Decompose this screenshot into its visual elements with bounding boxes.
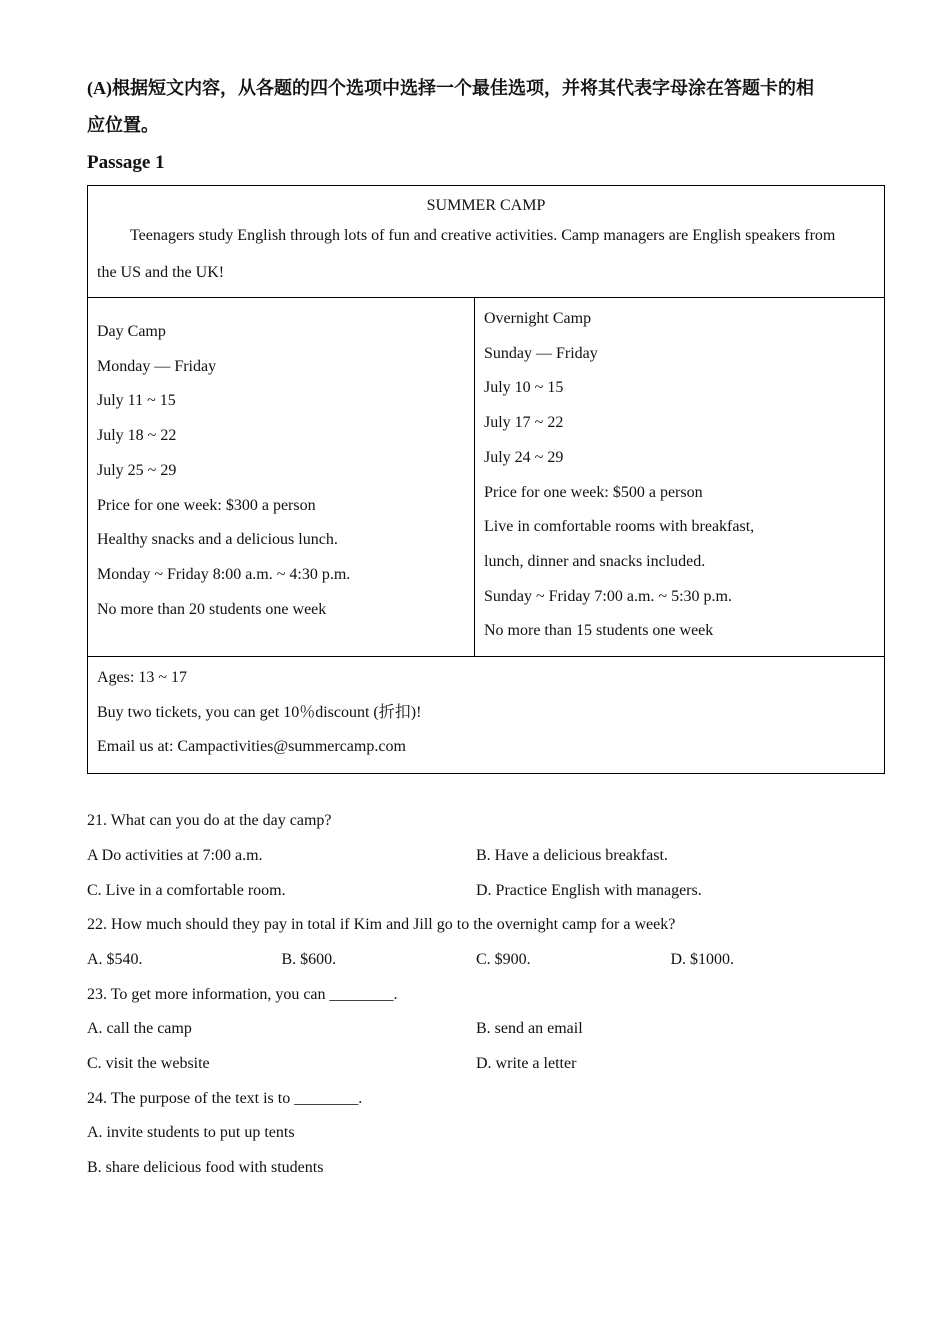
option-21-a: A Do activities at 7:00 a.m. (87, 846, 263, 864)
camp-ages: Ages: 13 ~ 17 (97, 669, 187, 687)
day-camp-price: Price for one week: $300 a person (97, 496, 316, 514)
camp-intro-line-2: the US and the UK! (97, 264, 225, 281)
day-camp-hours: Monday ~ Friday 8:00 a.m. ~ 4:30 p.m. (97, 565, 351, 583)
day-camp-date-2: July 18 ~ 22 (97, 427, 177, 445)
question-21-options-row-2 (87, 874, 884, 909)
option-23-d: D. write a letter (476, 1055, 577, 1073)
day-camp-days: Monday — Friday (97, 357, 217, 375)
overnight-camp-days: Sunday — Friday (484, 344, 598, 362)
overnight-camp-date-2: July 17 ~ 22 (484, 414, 564, 432)
passage-label: Passage 1 (87, 152, 165, 173)
overnight-camp-date-1: July 10 ~ 15 (484, 379, 564, 397)
instruction-line-1: (A)根据短文内容，从各题的四个选项中选择一个最佳选项，并将其代表字母涂在答题卡的相 (87, 78, 814, 98)
camp-footer-cell (88, 657, 885, 774)
option-21-b: B. Have a delicious breakfast. (476, 846, 668, 864)
overnight-camp-cell (475, 298, 885, 657)
option-22-d: D. $1000. (670, 950, 735, 968)
questions (87, 804, 884, 1186)
camp-email: Email us at: Campactivities@summercamp.com (97, 738, 406, 756)
question-23-options-row-1 (87, 1012, 884, 1047)
day-camp-capacity: No more than 20 students one week (97, 600, 327, 618)
camp-discount: Buy two tickets, you can get 10％discount (折扣)! (97, 703, 422, 721)
instruction-line-2: 应位置。 (87, 115, 159, 135)
day-camp-date-1: July 11 ~ 15 (97, 392, 176, 410)
overnight-camp-rooms-2: lunch, dinner and snacks included. (484, 552, 706, 570)
option-24-b: B. share delicious food with students (87, 1159, 324, 1177)
option-23-c: C. visit the website (87, 1055, 210, 1073)
option-24-a: A. invite students to put up tents (87, 1124, 295, 1142)
option-23-b: B. send an email (476, 1020, 583, 1038)
camp-title: SUMMER CAMP (426, 197, 546, 214)
overnight-camp-heading: Overnight Camp (484, 310, 592, 327)
question-23-options-row-2 (87, 1047, 884, 1082)
option-22-a: A. $540. (87, 950, 143, 968)
question-21-options-row-1 (87, 839, 884, 874)
day-camp-cell (88, 298, 475, 657)
camp-intro (97, 217, 875, 297)
camp-intro-line-1: Teenagers study English through lots of fun and creative activities. Camp managers are English speakers from (130, 227, 836, 244)
overnight-camp-capacity: No more than 15 students one week (484, 622, 714, 640)
day-camp-date-3: July 25 ~ 29 (97, 461, 177, 479)
option-22-c: C. $900. (476, 950, 531, 968)
day-camp-heading: Day Camp (97, 323, 166, 340)
instruction (87, 70, 884, 144)
overnight-camp-price: Price for one week: $500 a person (484, 483, 703, 501)
option-21-c: C. Live in a comfortable room. (87, 881, 286, 899)
overnight-camp-hours: Sunday ~ Friday 7:00 a.m. ~ 5:30 p.m. (484, 587, 732, 605)
option-21-d: D. Practice English with managers. (476, 881, 702, 899)
question-24: 24. The purpose of the text is to ________. (87, 1089, 363, 1107)
question-23: 23. To get more information, you can ________. (87, 985, 398, 1003)
question-22-options (87, 943, 884, 978)
camp-header-cell (88, 186, 885, 298)
option-22-b: B. $600. (281, 950, 337, 968)
day-camp-food: Healthy snacks and a delicious lunch. (97, 531, 338, 549)
question-21: 21. What can you do at the day camp? (87, 812, 332, 830)
option-23-a: A. call the camp (87, 1020, 192, 1038)
question-22: 22. How much should they pay in total if Kim and Jill go to the overnight camp for a week? (87, 916, 676, 934)
overnight-camp-date-3: July 24 ~ 29 (484, 448, 564, 466)
exam-page (87, 70, 884, 1186)
overnight-camp-rooms-1: Live in comfortable rooms with breakfast, (484, 518, 755, 536)
summer-camp-table (87, 185, 885, 774)
